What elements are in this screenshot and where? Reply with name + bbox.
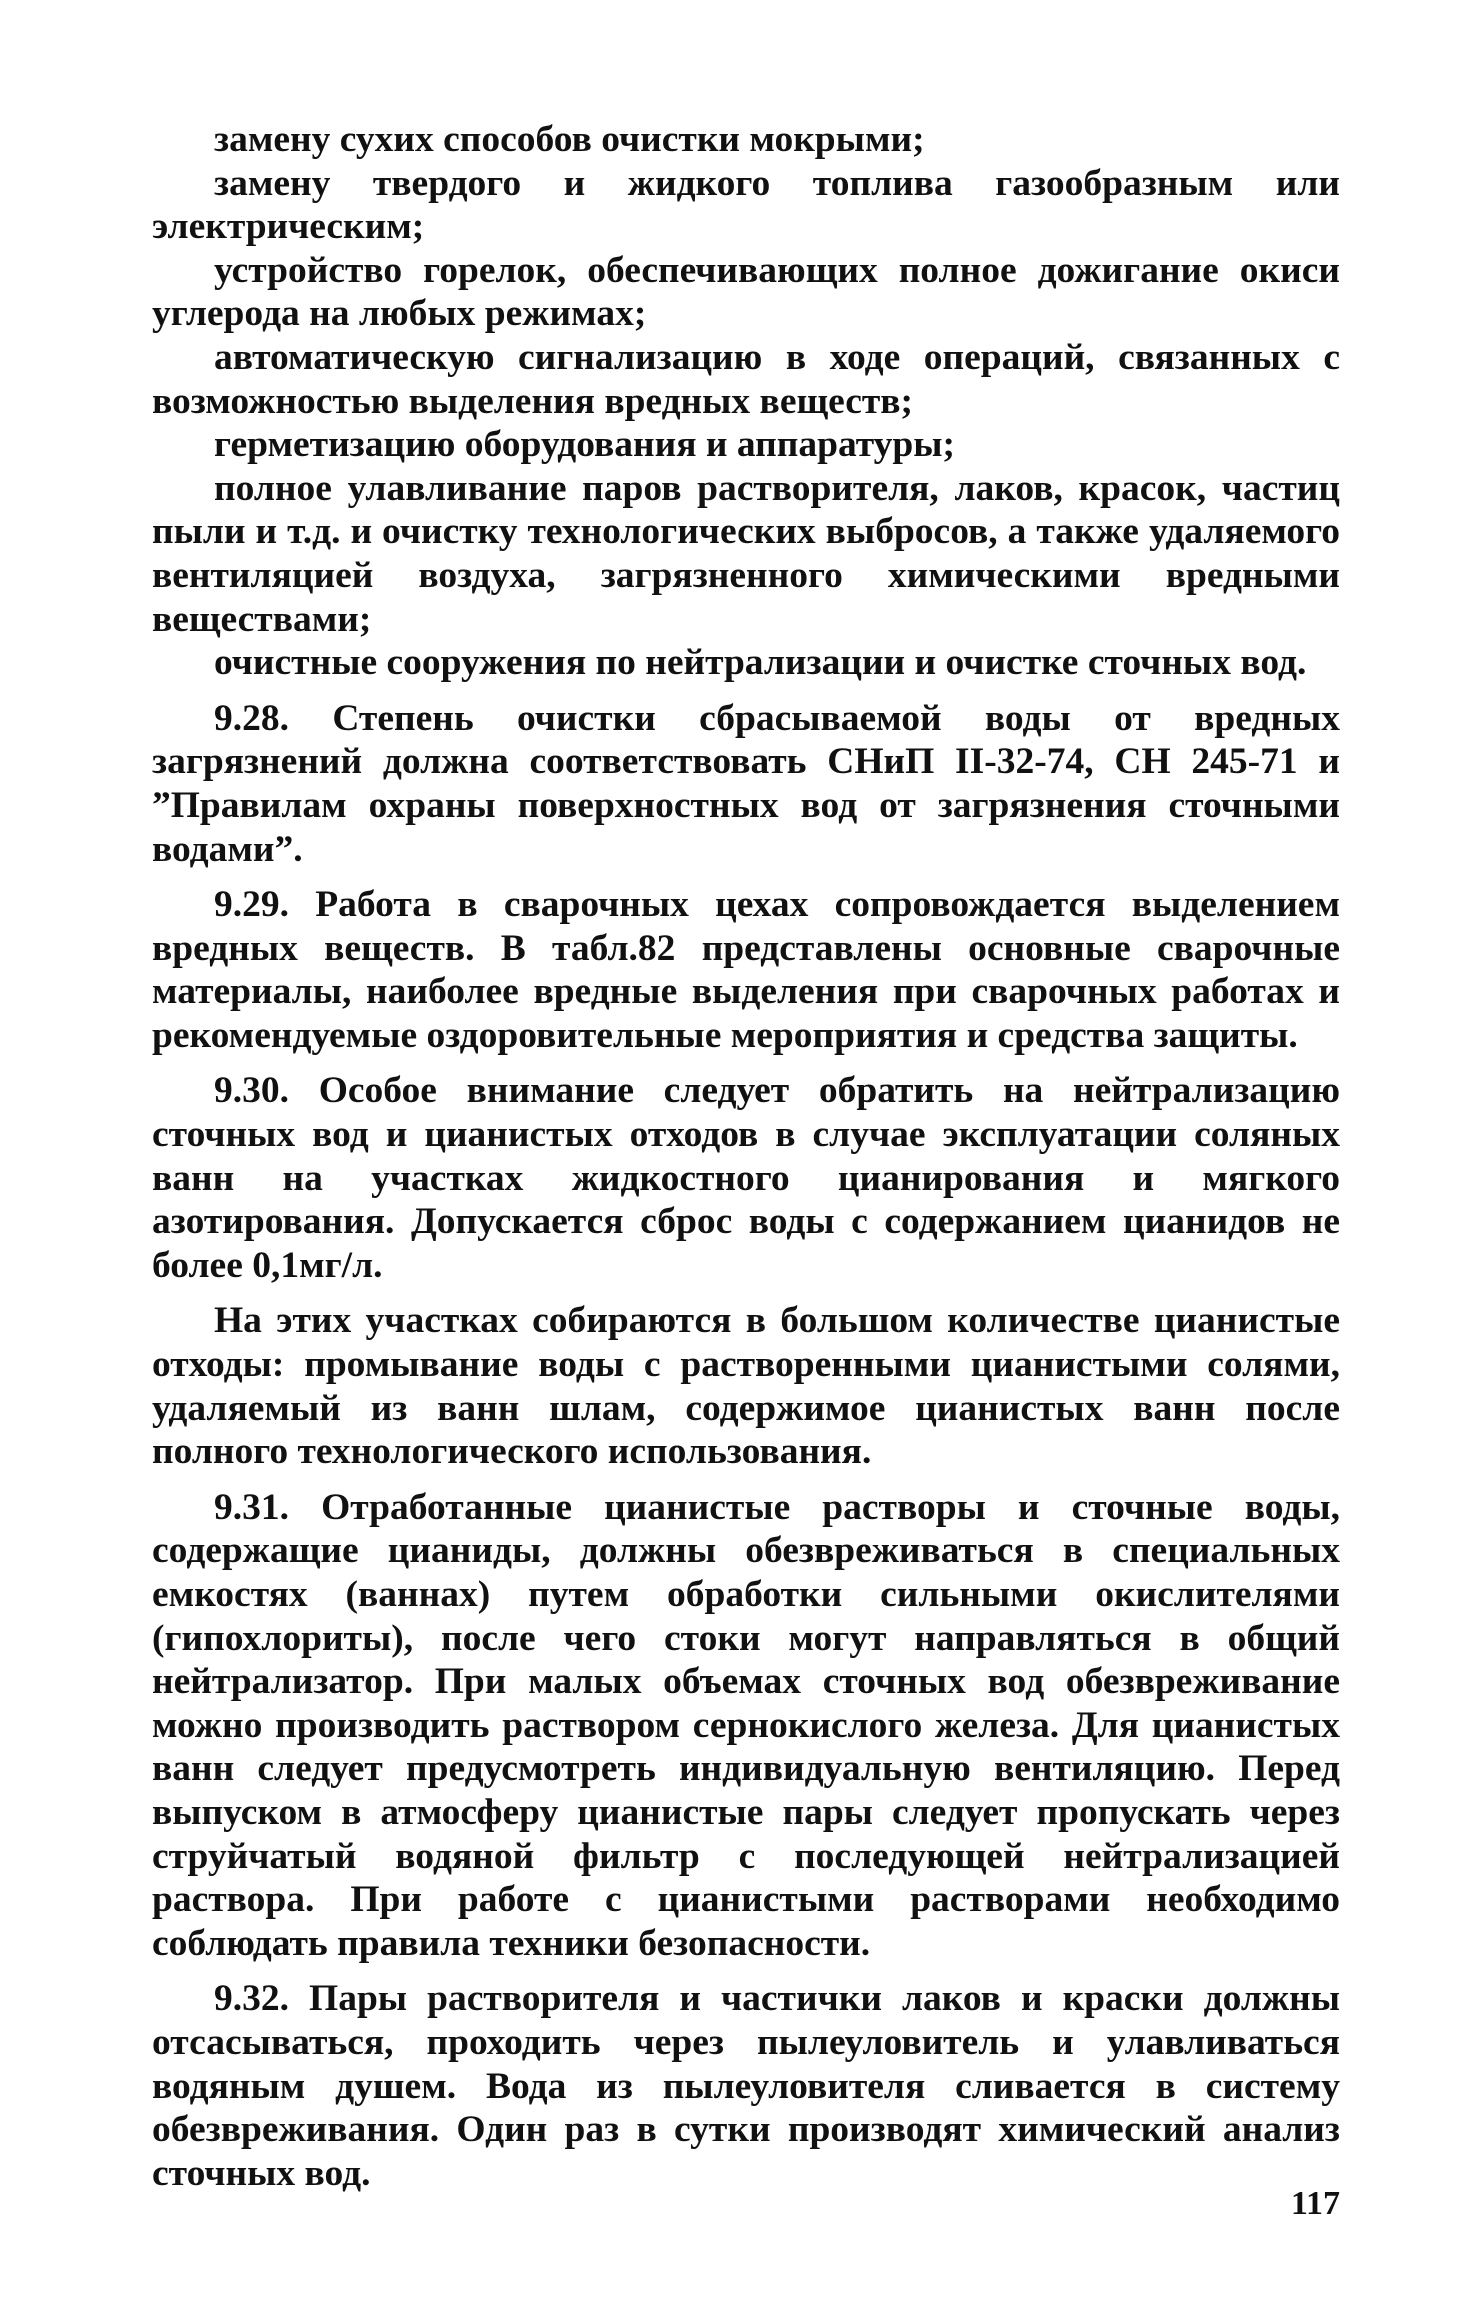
body-text xyxy=(152,118,1340,2195)
paragraph-cyanide-waste: На этих участках собираются в большом количестве цианистые отходы: промывание воды с растворенными цианистыми солями, удаляемый из ванн шлам, содержимое цианистых ванн после полного технологического использования. xyxy=(152,1300,1340,1473)
section-9-32: 9.32. Пары растворителя и частички лаков и краски должны отсасываться, проходить через пылеуловитель и улавливаться водяным душем. Вода из пылеуловителя сливается в систему обезвреживания. Один раз в сутки производят химический анализ сточных вод. xyxy=(152,1978,1340,2194)
list-item: полное улавливание паров растворителя, лаков, красок, частиц пыли и т.д. и очистку технологических выбросов, а также удаляемого вентиляцией воздуха, загрязненного химическими вредными веществами; xyxy=(152,467,1340,640)
section-9-28: 9.28. Степень очистки сбрасываемой воды от вредных загрязнений должна соответствовать СНиП II-32-74, СН 245-71 и ”Правилам охраны поверхностных вод от загрязнения сточными водами”. xyxy=(152,697,1340,870)
list-item: замену сухих способов очистки мокрыми; xyxy=(214,119,925,160)
list-item: замену твердого и жидкого топлива газообразным или электрическим; xyxy=(152,162,1340,248)
section-9-29: 9.29. Работа в сварочных цехах сопровождается выделением вредных веществ. В табл.82 представлены основные сварочные материалы, наиболее вредные выделения при сварочных работах и рекомендуемые оздоровительные мероприятия и средства защиты. xyxy=(152,884,1340,1056)
list-item: герметизацию оборудования и аппаратуры; xyxy=(214,424,956,466)
page-number: 117 xyxy=(1290,2185,1340,2222)
section-9-30: 9.30. Особое внимание следует обратить на нейтрализацию сточных вод и цианистых отходов в случае эксплуатации соляных ванн на участках жидкостного цианирования и мягкого азотирования. Допускается сброс воды с содержанием цианидов не более 0,1мг/л. xyxy=(152,1070,1341,1286)
list-item: автоматическую сигнализацию в ходе операций, связанных с возможностью выделения вредных веществ; xyxy=(152,336,1340,422)
section-9-31: 9.31. Отработанные цианистые растворы и сточные воды, содержащие цианиды, должны обезвреживаться в специальных емкостях (ваннах) путем обработки сильными окислителями (гипохлориты), после чего стоки могут направляться в общий нейтрализатор. При малых объемах сточных вод обезвреживание можно производить раствором сернокислого железа. Для цианистых ванн следует предусмотреть индивидуальную вентиляцию. Перед выпуском в атмосферу цианистые пары следует пропускать через струйчатый водяной фильтр с последующей нейтрализацией раствора. При работе с цианистыми растворами необходимо соблюдать правила техники безопасности. xyxy=(152,1486,1340,1964)
list-item: устройство горелок, обеспечивающих полное дожигание окиси углерода на любых режимах; xyxy=(152,249,1340,335)
list-item: очистные сооружения по нейтрализации и очистке сточных вод. xyxy=(214,642,1307,684)
